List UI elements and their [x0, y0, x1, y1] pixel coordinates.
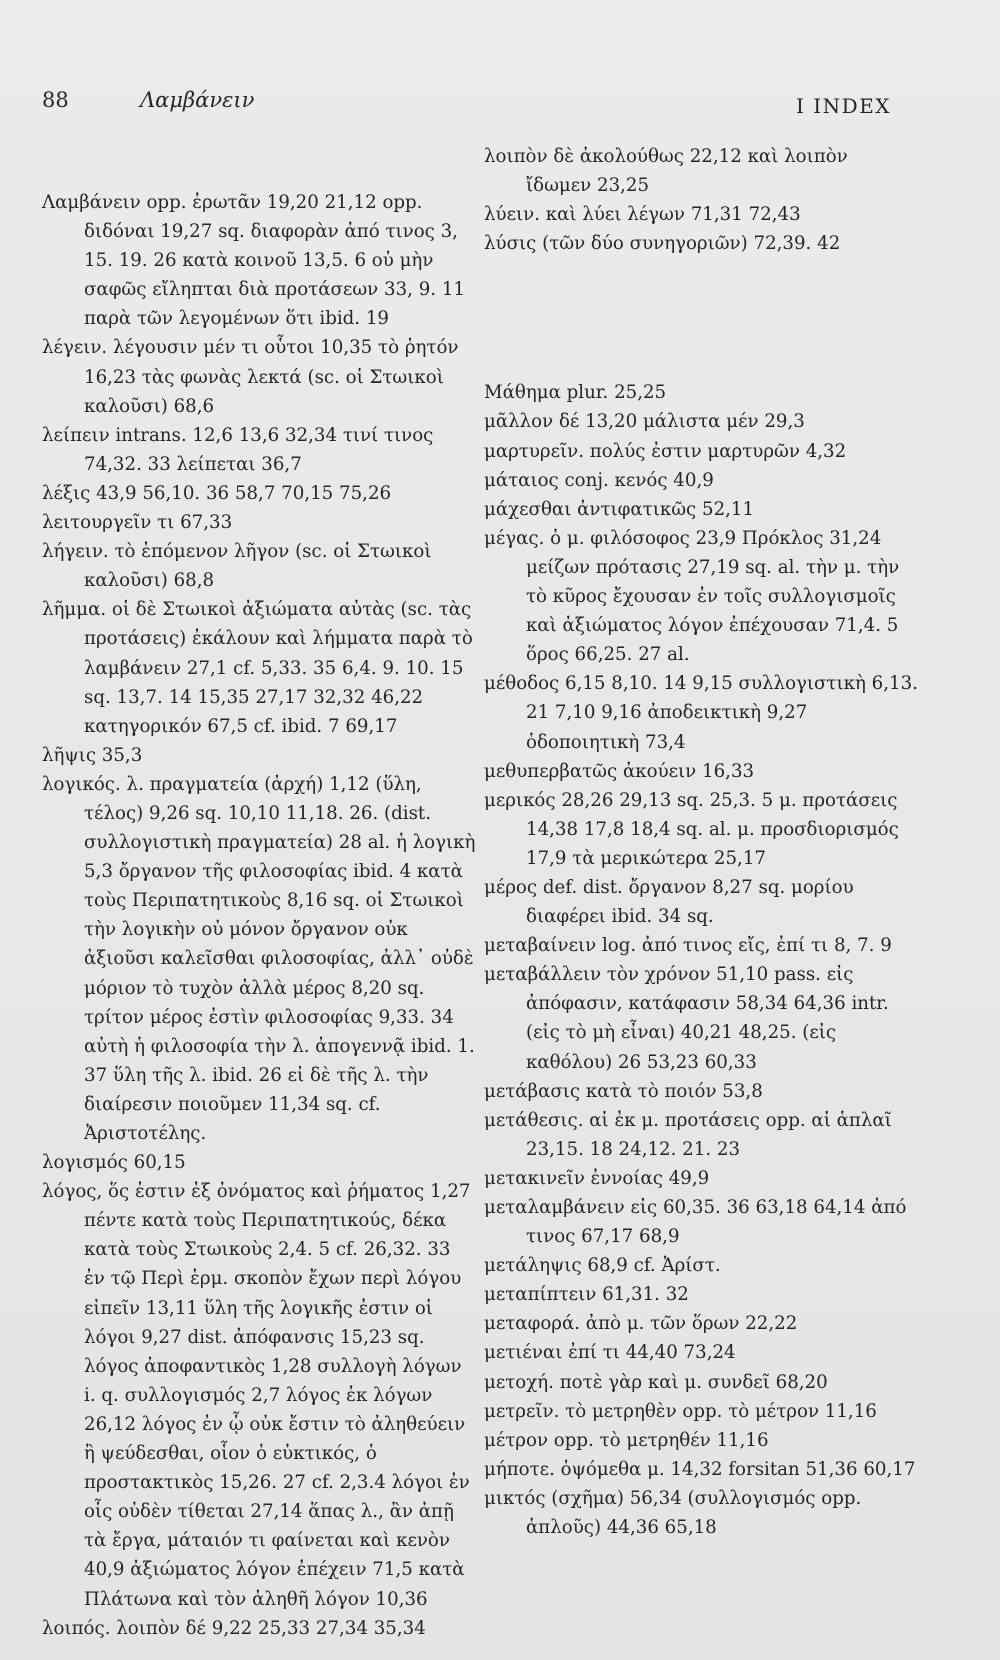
index-entry: μεταπίπτειν 61,31. 32	[484, 1284, 689, 1306]
index-entry: μετάληψις 68,9 cf. Ἀρίστ.	[484, 1255, 721, 1277]
index-entry: μαρτυρεῖν. πολύς ἐστιν μαρτυρῶν 4,32	[484, 440, 847, 462]
index-entry: λοιπός. λοιπὸν δέ 9,22 25,33 27,34 35,34	[42, 1617, 426, 1639]
index-entry: μᾶλλον δέ 13,20 μάλιστα μέν 29,3	[484, 411, 805, 433]
index-entry: Μάθημα plur. 25,25	[484, 382, 667, 404]
right-column	[484, 142, 918, 1542]
index-entry: μετακινεῖν ἐννοίας 49,9	[484, 1167, 710, 1189]
index-entry: μετοχή. ποτὲ γὰρ καὶ μ. συνδεῖ 68,20	[484, 1371, 828, 1393]
index-entry: λόγος, ὅς ἐστιν ἐξ ὀνόματος καὶ ῥήματος 1,27 πέντε κατὰ τοὺς Περιπατητικούς, δέκα κατὰ τοὺς Στωικοὺς 2,4. 5 cf. 26,32. 33 ἐν τῷ Περὶ ἑρμ. σκοπὸν ἔχων περὶ λόγου εἰπεῖν 13,11 ὕλη τῆς λογικῆς ἐστιν οἱ λόγοι 9,27 dist. ἀπόφανσις 15,23 sq. λόγος ἀποφαντικὸς 1,28 συλλογὴ λόγων i. q. συλλογισμός 2,7 λόγος ἐκ λόγων 26,12 λόγος ἐν ᾧ οὐκ ἔστιν τὸ ἀληθεύειν ἢ ψεύδεσθαι, οἷον ὁ εὐκτικός, ὁ προστακτικὸς 15,26. 27 cf. 2,3.4 λόγοι ἐν οἷς οὐδὲν τίθεται 27,14 ἅπας λ., ἂν ἀπῇ τὰ ἔργα, μάταιόν τι φαίνεται καὶ κενὸν 40,9 ἀξιώματος λόγον ἐπέχειν 71,5 κατὰ Πλάτωνα καὶ τὸν ἀληθῆ λόγον 10,36	[42, 1181, 471, 1610]
index-entry: λύειν. καὶ λύει λέγων 71,31 72,43	[484, 204, 801, 226]
index-entry: μήποτε. ὀψόμεθα μ. 14,32 forsitan 51,36 60,17	[484, 1458, 916, 1480]
index-entry: μεταβάλλειν τὸν χρόνον 51,10 pass. εἰς ἀπόφασιν, κατάφασιν 58,34 64,36 intr. (εἰς τὸ μὴ εἶναι) 40,21 48,25. (εἰς καθόλου) 26 53,23 60,33	[484, 964, 889, 1073]
index-entry: λοιπὸν δὲ ἀκολούθως 22,12 καὶ λοιπὸν ἴδωμεν 23,25	[484, 146, 848, 197]
letter-section-gap	[484, 258, 918, 378]
section-title: I INDEX	[796, 94, 892, 118]
index-entry: μετάθεσις. αἱ ἐκ μ. προτάσεις opp. αἱ ἁπλαῖ 23,15. 18 24,12. 21. 23	[484, 1109, 892, 1160]
index-entry: μάταιος conj. κενός 40,9	[484, 469, 714, 491]
index-entry: μετρεῖν. τὸ μετρηθὲν opp. τὸ μέτρον 11,16	[484, 1400, 877, 1422]
left-column	[42, 188, 476, 1643]
index-entry: μικτός (σχῆμα) 56,34 (συλλογισμός opp. ἁπλοῦς) 44,36 65,18	[484, 1487, 862, 1539]
index-entry: μάχεσθαι ἀντιφατικῶς 52,11	[484, 498, 755, 520]
index-entry: λήγειν. τὸ ἑπόμενον λῆγον (sc. οἱ Στωικοὶ καλοῦσι) 68,8	[42, 541, 432, 592]
index-entry: λειτουργεῖν τι 67,33	[42, 512, 233, 534]
index-entry: μερικός 28,26 29,13 sq. 25,3. 5 μ. προτάσεις 14,38 17,8 18,4 sq. al. μ. προσδιορισμός 17,9 τὰ μερικώτερα 25,17	[484, 789, 899, 869]
index-entry: λείπειν intrans. 12,6 13,6 32,34 τινί τινος 74,32. 33 λείπεται 36,7	[42, 424, 434, 475]
index-entry: μεταφορά. ἀπὸ μ. τῶν ὅρων 22,22	[484, 1313, 798, 1335]
index-entry: Λαμβάνειν opp. ἐρωτᾶν 19,20 21,12 opp. διδόναι 19,27 sq. διαφορὰν ἀπό τινος 3, 15. 19. 26 κατὰ κοινοῦ 13,5. 6 οὐ μὴν σαφῶς εἴληπται διὰ προτάσεων 33, 9. 11 παρὰ τῶν λεγομένων ὅτι ibid. 19	[42, 192, 465, 330]
index-entry: μέρος def. dist. ὄργανον 8,27 sq. μορίου διαφέρει ibid. 34 sq.	[484, 876, 854, 928]
running-head	[0, 88, 1000, 128]
page-number: 88	[42, 88, 69, 112]
index-entry: μέτρον opp. τὸ μετρηθέν 11,16	[484, 1429, 769, 1451]
index-entry: μέγας. ὁ μ. φιλόσοφος 23,9 Πρόκλος 31,24 μείζων πρότασις 27,19 sq. al. τὴν μ. τὴν τὸ κῦρος ἔχουσαν ἐν τοῖς συλλογισμοῖς καὶ ἀξιώματος λόγον ἐπέχουσαν 71,4. 5 ὅρος 66,25. 27 al.	[484, 527, 900, 666]
index-entry: λογισμός 60,15	[42, 1152, 186, 1174]
index-entry: λῆμμα. οἱ δὲ Στωικοὶ ἀξιώματα αὐτὰς (sc. τὰς προτάσεις) ἐκάλουν καὶ λήμματα παρὰ τὸ λαμβάνειν 27,1 cf. 5,33. 35 6,4. 9. 10. 15 sq. 13,7. 14 15,35 27,17 32,32 46,22 κατηγορικόν 67,5 cf. ibid. 7 69,17	[42, 599, 473, 737]
index-entry: μεθυπερβατῶς ἀκούειν 16,33	[484, 760, 755, 782]
index-entry: λύσις (τῶν δύο συνηγοριῶν) 72,39. 42	[484, 233, 841, 255]
index-entry: μεταβαίνειν log. ἀπό τινος εἴς, ἐπί τι 8, 7. 9	[484, 935, 892, 957]
index-entry: μεταλαμβάνειν εἰς 60,35. 36 63,18 64,14 ἀπό τινος 67,17 68,9	[484, 1197, 907, 1248]
index-entry: λῆψις 35,3	[42, 744, 143, 766]
index-entry: λέγειν. λέγουσιν μέν τι οὗτοι 10,35 τὸ ῥητόν 16,23 τὰς φωνὰς λεκτά (sc. οἱ Στωικοὶ καλοῦσι) 68,6	[42, 337, 459, 417]
index-entry: λέξις 43,9 56,10. 36 58,7 70,15 75,26	[42, 482, 392, 504]
index-entry: μέθοδος 6,15 8,10. 14 9,15 συλλογιστικὴ 6,13. 21 7,10 9,16 ἀποδεικτικὴ 9,27 ὁδοποιητικὴ 73,4	[484, 673, 918, 753]
index-entry: μετάβασις κατὰ τὸ ποιόν 53,8	[484, 1080, 763, 1102]
index-entry: μετιέναι ἐπί τι 44,40 73,24	[484, 1342, 736, 1364]
index-entry: λογικός. λ. πραγματεία (ἀρχή) 1,12 (ὕλη, τέλος) 9,26 sq. 10,10 11,18. 26. (dist. συλλογιστικὴ πραγματεία) 28 al. ἡ λογικὴ 5,3 ὄργανον τῆς φιλοσοφίας ibid. 4 κατὰ τοὺς Περιπατητικοὺς 8,16 sq. οἱ Στωικοὶ τὴν λογικὴν οὐ μόνον ὄργανον οὐκ ἀξιοῦσι καλεῖσθαι φιλοσοφίας, ἀλλ᾽ οὐδὲ μόριον τὸ τυχὸν ἀλλὰ μέρος 8,20 sq. τρίτον μέρος ἐστὶν φιλοσοφίας 9,33. 34 αὐτὴ ἡ φιλοσοφία τὴν λ. ἀπογεννᾷ ibid. 1. 37 ὕλη τῆς λ. ibid. 26 εἰ δὲ τῆς λ. τὴν διαίρεσιν ποιοῦμεν 11,34 sq. cf. Ἀριστοτέλης.	[42, 773, 476, 1144]
head-word: Λαμβάνειν	[140, 88, 255, 112]
